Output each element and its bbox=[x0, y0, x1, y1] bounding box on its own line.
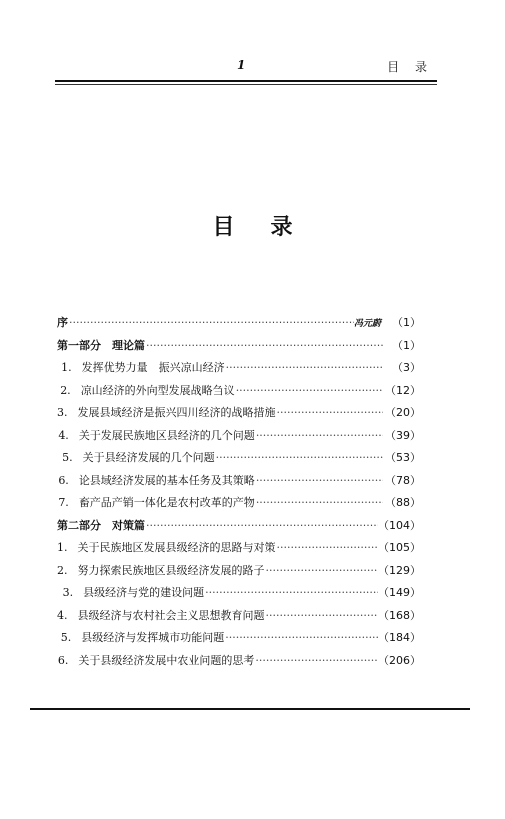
dot-leader bbox=[215, 447, 383, 470]
toc-page-number: （129） bbox=[378, 563, 421, 577]
toc-page-number: （168） bbox=[378, 608, 421, 622]
toc-item-number: 7. bbox=[58, 496, 69, 509]
page-number: 1 bbox=[237, 58, 246, 72]
toc-item-number: 6. bbox=[57, 653, 69, 667]
toc-item-number: 5. bbox=[62, 451, 73, 464]
toc-page-number: （206） bbox=[378, 653, 421, 667]
toc-item-number: 4. bbox=[58, 428, 69, 442]
dot-leader bbox=[145, 515, 378, 538]
toc-item-row bbox=[57, 470, 421, 493]
footer-rule bbox=[30, 708, 470, 710]
toc-item-row bbox=[57, 447, 421, 470]
toc-item-row bbox=[57, 582, 421, 605]
toc-item-row bbox=[57, 537, 421, 560]
toc-item-row bbox=[57, 605, 421, 628]
toc-item-row bbox=[57, 380, 421, 403]
toc-page-number: （88） bbox=[385, 496, 421, 509]
toc-item-row bbox=[57, 650, 421, 673]
toc-item-number: 6. bbox=[58, 473, 69, 487]
toc-page-number: （53） bbox=[385, 451, 421, 464]
dot-leader bbox=[235, 380, 383, 403]
toc-page-number: （149） bbox=[378, 586, 421, 599]
toc-item-number: 4. bbox=[57, 608, 68, 622]
toc-entry-title: 发挥优势力量 振兴凉山经济 bbox=[81, 361, 225, 374]
toc-entry-title: 序 bbox=[57, 316, 68, 329]
dot-leader bbox=[68, 312, 354, 335]
toc-entry-title: 关于民族地区发展县级经济的思路与对策 bbox=[77, 541, 276, 554]
toc-item-row bbox=[57, 402, 421, 425]
dot-leader bbox=[224, 627, 378, 650]
toc-item-number: 1. bbox=[61, 361, 72, 374]
dot-leader bbox=[255, 492, 383, 515]
toc-item-row bbox=[57, 492, 421, 515]
toc-section-row bbox=[57, 312, 421, 335]
toc-page-number: （78） bbox=[385, 473, 421, 487]
toc-entry-title: 发展县域经济是振兴四川经济的战略措施 bbox=[77, 406, 276, 419]
toc-item-row bbox=[57, 627, 421, 650]
toc-entry-title: 县级经济与农村社会主义思想教育问题 bbox=[77, 608, 265, 622]
toc-item-row bbox=[57, 560, 421, 583]
toc-page-number: （1） bbox=[392, 316, 421, 329]
toc-item-row bbox=[57, 357, 421, 380]
toc-page-number: （39） bbox=[385, 428, 421, 442]
header-rule-thin bbox=[55, 84, 437, 85]
toc-entry-title: 畜产品产销一体化是农村改革的产物 bbox=[78, 496, 255, 509]
toc-page-number: （20） bbox=[385, 406, 421, 419]
dot-leader bbox=[265, 605, 379, 628]
dot-leader bbox=[204, 582, 378, 605]
dot-leader bbox=[254, 650, 378, 673]
toc-entry-title: 第二部分 对策篇 bbox=[57, 518, 145, 532]
dot-leader bbox=[276, 537, 379, 560]
running-header bbox=[55, 58, 435, 80]
toc-entry-author: 冯元蔚 bbox=[353, 319, 381, 329]
toc-section-row bbox=[57, 515, 421, 538]
table-of-contents bbox=[57, 312, 421, 672]
toc-page-number: （12） bbox=[385, 383, 421, 397]
toc-entry-title: 努力探索民族地区县级经济发展的路子 bbox=[77, 563, 265, 577]
toc-item-number: 5. bbox=[60, 631, 72, 644]
header-rule-thick bbox=[55, 80, 437, 82]
toc-item-number: 2. bbox=[57, 563, 68, 577]
toc-entry-title: 县级经济与发挥城市功能问题 bbox=[81, 631, 225, 644]
dot-leader bbox=[265, 560, 379, 583]
toc-section-row bbox=[57, 335, 421, 358]
toc-item-row bbox=[57, 425, 421, 448]
toc-entry-title: 关于发展民族地区县经济的几个问题 bbox=[78, 428, 255, 442]
toc-page-number: （3） bbox=[392, 361, 421, 374]
toc-entry-title: 论县域经济发展的基本任务及其策略 bbox=[78, 473, 255, 487]
toc-page-number: （184） bbox=[378, 631, 421, 644]
toc-page-number: （1） bbox=[392, 338, 421, 352]
toc-entry-title: 第一部分 理论篇 bbox=[57, 338, 145, 352]
dot-leader bbox=[255, 470, 383, 493]
running-header-title: 目 录 bbox=[387, 60, 433, 74]
toc-entry-title: 凉山经济的外向型发展战略刍议 bbox=[80, 383, 235, 397]
dot-leader bbox=[276, 402, 384, 425]
toc-page-number: （105） bbox=[378, 541, 421, 554]
dot-leader bbox=[225, 357, 383, 380]
dot-leader bbox=[255, 425, 383, 448]
toc-item-number: 2. bbox=[60, 383, 71, 397]
toc-item-number: 3. bbox=[62, 586, 74, 599]
page-title: 目录 bbox=[212, 215, 329, 240]
toc-item-number: 1. bbox=[57, 541, 68, 554]
toc-entry-title: 关于县经济发展的几个问题 bbox=[82, 451, 215, 464]
toc-item-number: 3. bbox=[57, 406, 68, 419]
dot-leader bbox=[145, 335, 383, 358]
toc-entry-title: 县级经济与党的建设问题 bbox=[83, 586, 205, 599]
toc-entry-title: 关于县级经济发展中农业问题的思考 bbox=[78, 653, 255, 667]
toc-page-number: （104） bbox=[378, 518, 421, 532]
